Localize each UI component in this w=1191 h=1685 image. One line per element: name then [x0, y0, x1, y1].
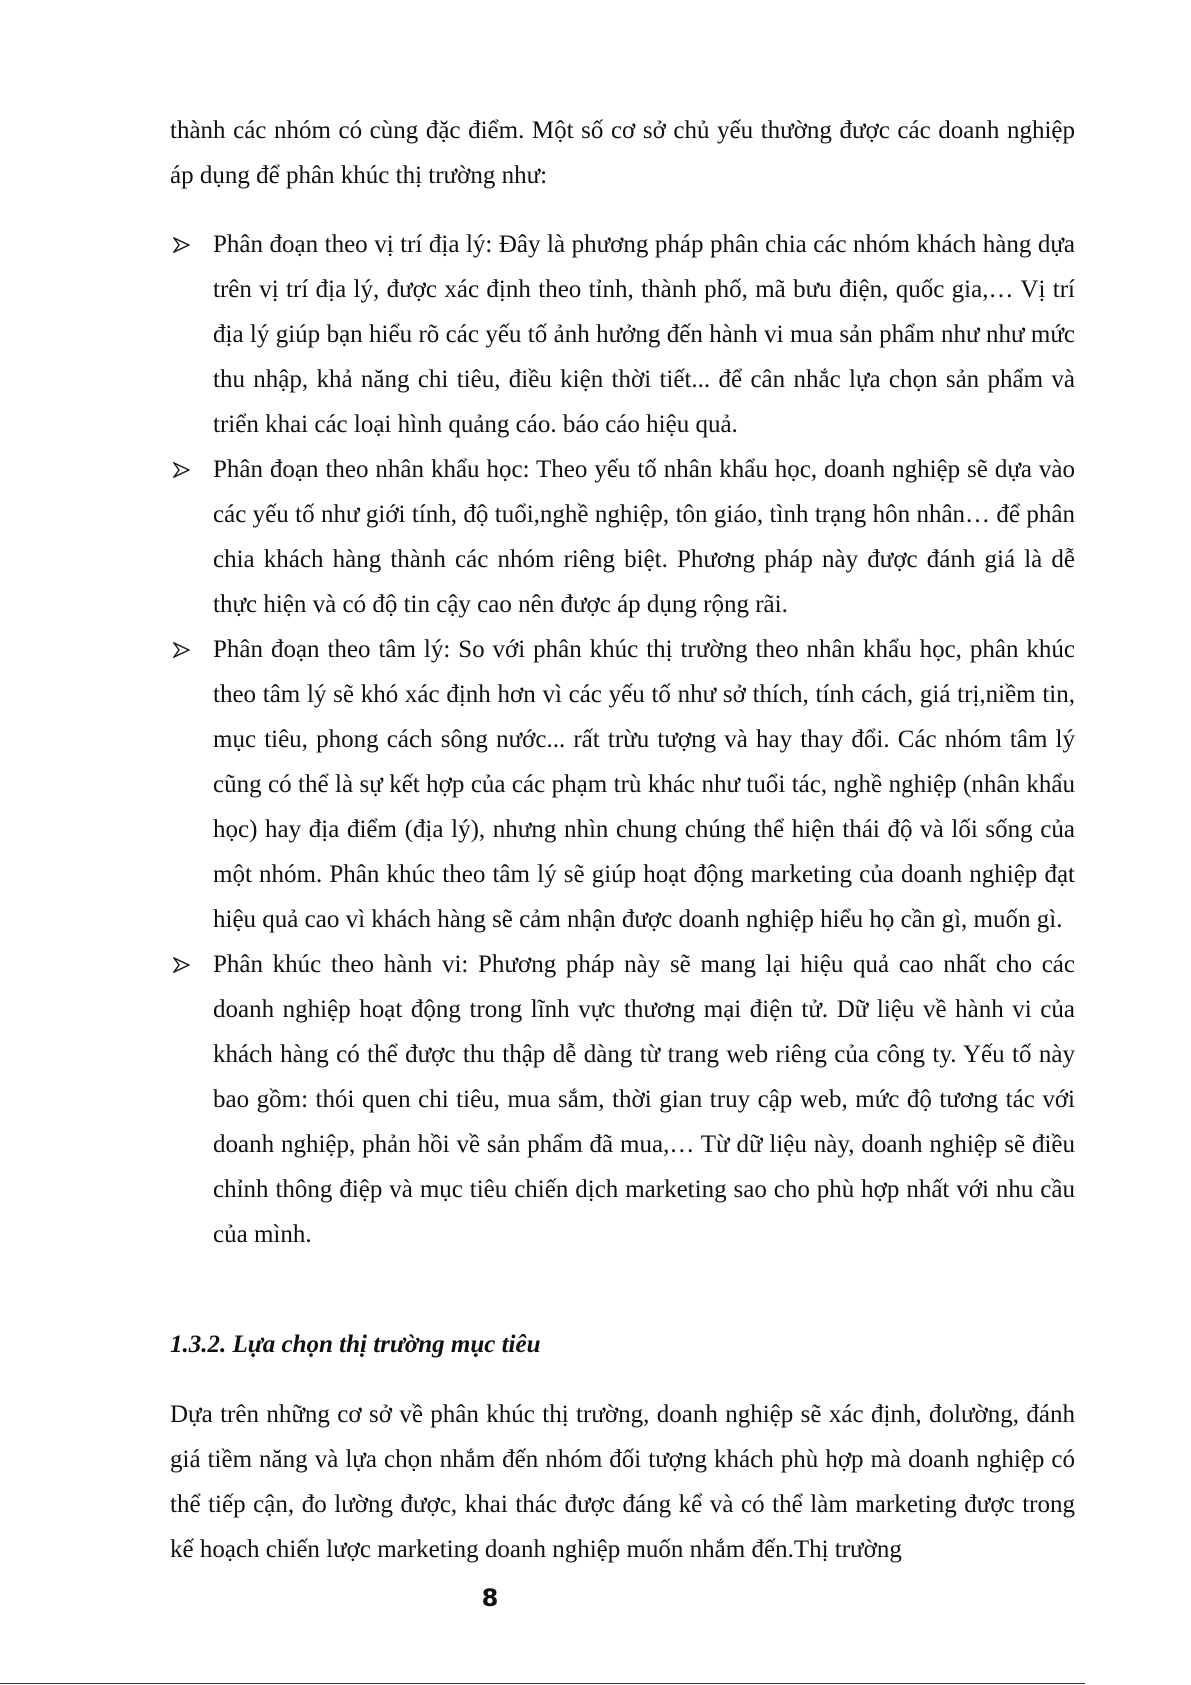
- page-number: 8: [481, 1584, 499, 1612]
- bullet-text: Phân đoạn theo tâm lý: So với phân khúc thị trường theo nhân khẩu học, phân khúc theo tâm lý sẽ khó xác định hơn vì các yếu tố như sở thích, tính cách, giá trị,niềm tin, mục tiêu, phong cách sông nước... rất trừu tượng và hay thay đổi. Các nhóm tâm lý cũng có thể là sự kết hợp của các phạm trù khác như tuổi tác, nghề nghiệp (nhân khẩu học) hay địa điểm (địa lý), nhưng nhìn chung chúng thể hiện thái độ và lối sống của một nhóm. Phân khúc theo tâm lý sẽ giúp hoạt động marketing của doanh nghiệp đạt hiệu quả cao vì khách hàng sẽ cảm nhận được doanh nghiệp hiểu họ cần gì, muốn gì.: [213, 636, 1075, 933]
- bullet-text: Phân đoạn theo nhân khẩu học: Theo yếu tố nhân khẩu học, doanh nghiệp sẽ dựa vào các yếu tố như giới tính, độ tuổi,nghề nghiệp, tôn giáo, tình trạng hôn nhân… để phân chia khách hàng thành các nhóm riêng biệt. Phương pháp này được đánh giá là dễ thực hiện và có độ tin cậy cao nên được áp dụng rộng rãi.: [213, 456, 1075, 618]
- bullet-item-psychographic: [170, 627, 1075, 942]
- bullet-text: Phân đoạn theo vị trí địa lý: Đây là phương pháp phân chia các nhóm khách hàng dựa trên vị trí địa lý, được xác định theo tỉnh, thành phố, mã bưu điện, quốc gia,… Vị trí địa lý giúp bạn hiểu rõ các yếu tố ảnh hưởng đến hành vi mua sản phẩm như như mức thu nhập, khả năng chi tiêu, điều kiện thời tiết... để cân nhắc lựa chọn sản phẩm và triển khai các loại hình quảng cáo. báo cáo hiệu quả.: [213, 231, 1075, 438]
- intro-paragraph: thành các nhóm có cùng đặc điểm. Một số cơ sở chủ yếu thường được các doanh nghiệp áp dụng để phân khúc thị trường như:: [170, 117, 1075, 189]
- footer-divider: [0, 1683, 1085, 1684]
- section-heading: 1.3.2. Lựa chọn thị trường mục tiêu: [170, 1331, 541, 1358]
- bullet-text: Phân khúc theo hành vi: Phương pháp này sẽ mang lại hiệu quả cao nhất cho các doanh nghiệp hoạt động trong lĩnh vực thương mại điện tử. Dữ liệu về hành vi của khách hàng có thể được thu thập dễ dàng từ trang web riêng của công ty. Yếu tố này bao gồm: thói quen chi tiêu, mua sắm, thời gian truy cập web, mức độ tương tác với doanh nghiệp, phản hồi về sản phẩm đã mua,… Từ dữ liệu này, doanh nghiệp sẽ điều chỉnh thông điệp và mục tiêu chiến dịch marketing sao cho phù hợp nhất với nhu cầu của mình.: [213, 951, 1075, 1248]
- bullet-item-geographic: [170, 222, 1075, 447]
- bullet-item-behavioral: [170, 942, 1075, 1257]
- segmentation-bullet-list: [170, 222, 1075, 1257]
- outro-paragraph: Dựa trên những cơ sở về phân khúc thị trường, doanh nghiệp sẽ xác định, đolường, đánh giá tiềm năng và lựa chọn nhắm đến nhóm đối tượng khách phù hợp mà doanh nghiệp có thể tiếp cận, đo lường được, khai thác được đáng kể và có thể làm marketing được trong kế hoạch chiến lược marketing doanh nghiệp muốn nhắm đến.Thị trường: [170, 1401, 1075, 1563]
- bullet-item-demographic: [170, 447, 1075, 627]
